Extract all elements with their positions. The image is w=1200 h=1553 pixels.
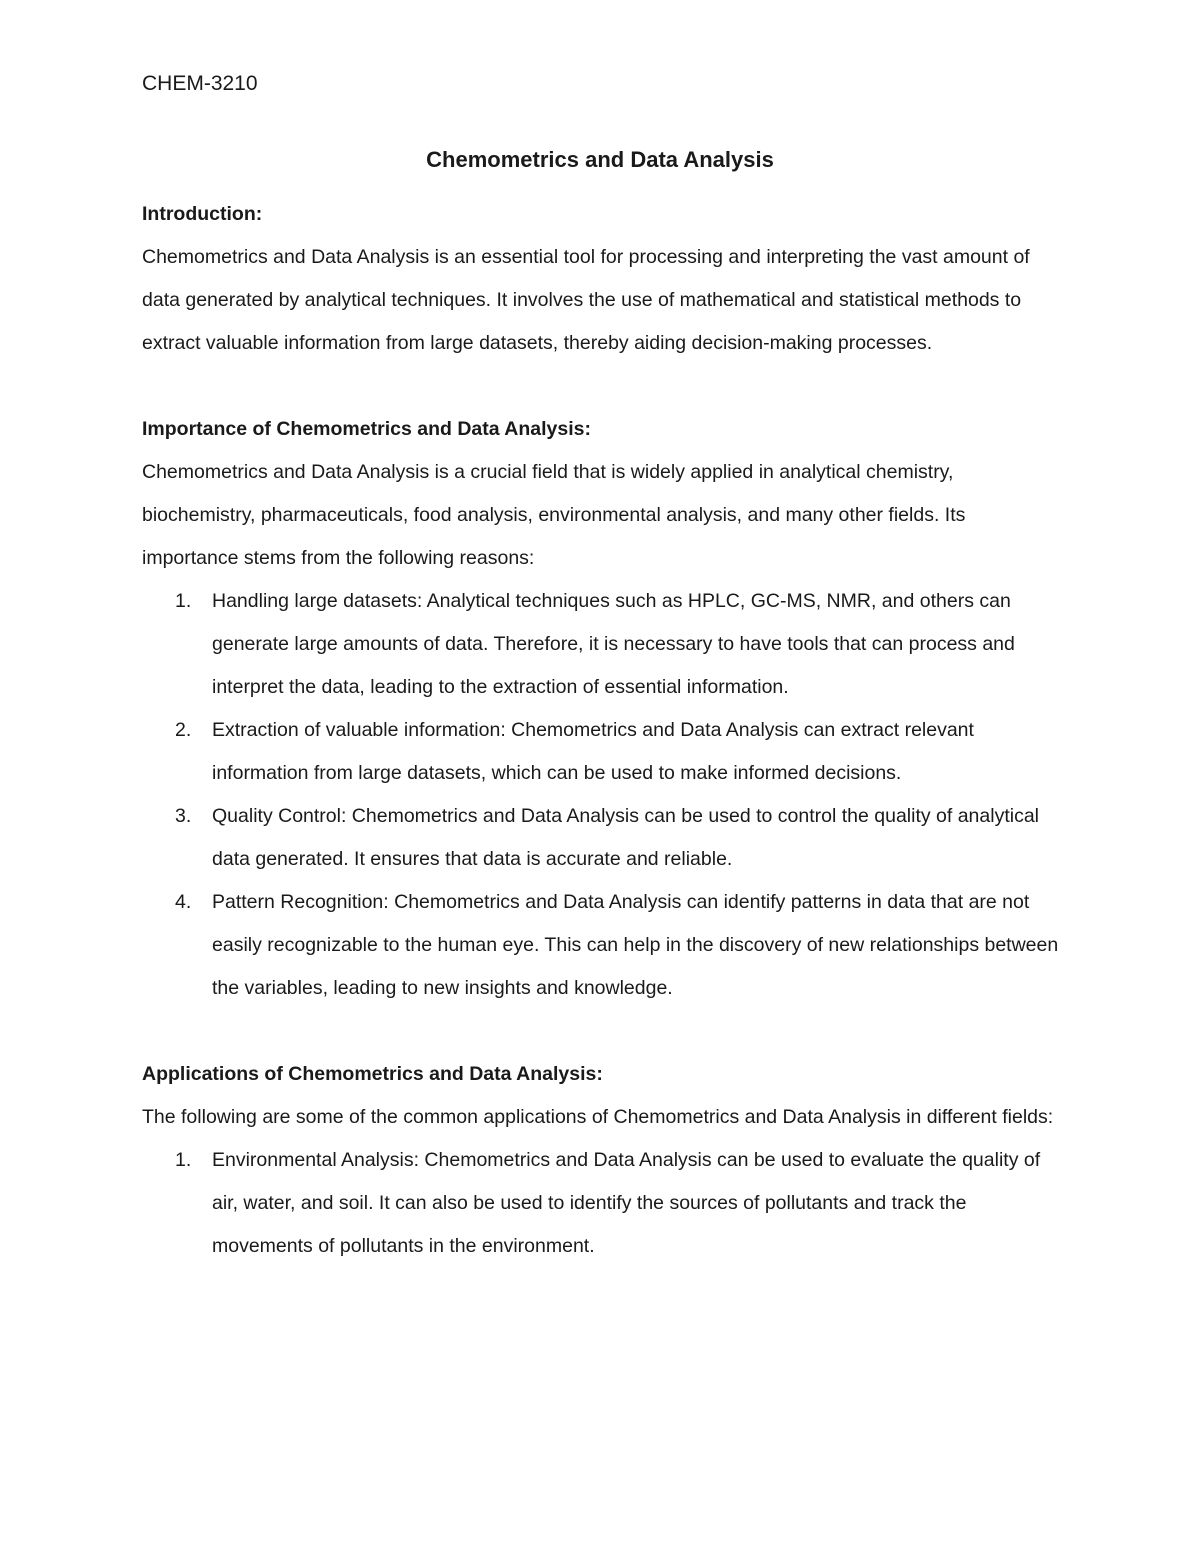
list-item-text: Extraction of valuable information: Chemometrics and Data Analysis can extract relevant information from large datasets, which can be used to make informed decisions. <box>212 719 974 784</box>
list-item-text: Environmental Analysis: Chemometrics and Data Analysis can be used to evaluate the quality of air, water, and soil. It can also be used to identify the sources of pollutants and track the movements of pollutants in the environment. <box>212 1149 1041 1257</box>
importance-heading: Importance of Chemometrics and Data Analysis: <box>142 418 591 440</box>
list-item <box>142 795 1062 881</box>
list-number: 4. <box>175 891 192 913</box>
importance-list <box>142 580 1062 1010</box>
document-title: Chemometrics and Data Analysis <box>426 147 774 172</box>
list-item <box>142 580 1062 709</box>
list-item <box>142 709 1062 795</box>
list-item <box>142 1139 1062 1268</box>
list-item <box>142 881 1062 1010</box>
applications-paragraph: The following are some of the common applications of Chemometrics and Data Analysis in different fields: <box>142 1106 1054 1128</box>
applications-list <box>142 1139 1062 1268</box>
course-code: CHEM-3210 <box>142 72 258 95</box>
list-number: 2. <box>175 719 192 741</box>
importance-paragraph: Chemometrics and Data Analysis is a crucial field that is widely applied in analytical chemistry, biochemistry, pharmaceuticals, food analysis, environmental analysis, and many other fields. Its importance stems from the following reasons: <box>142 461 966 569</box>
list-number: 3. <box>175 805 192 827</box>
list-number: 1. <box>175 590 192 612</box>
introduction-paragraph: Chemometrics and Data Analysis is an essential tool for processing and interpreting the vast amount of data generated by analytical techniques. It involves the use of mathematical and statistical methods to extract valuable information from large datasets, thereby aiding decision-making processes. <box>142 246 1030 354</box>
list-item-text: Pattern Recognition: Chemometrics and Data Analysis can identify patterns in data that are not easily recognizable to the human eye. This can help in the discovery of new relationships between the variables, leading to new insights and knowledge. <box>212 891 1059 999</box>
section-spacer <box>142 365 1062 408</box>
introduction-heading: Introduction: <box>142 203 263 225</box>
section-spacer <box>142 1010 1062 1053</box>
applications-heading: Applications of Chemometrics and Data Analysis: <box>142 1063 603 1085</box>
list-item-text: Quality Control: Chemometrics and Data Analysis can be used to control the quality of analytical data generated. It ensures that data is accurate and reliable. <box>212 805 1040 870</box>
list-number: 1. <box>175 1149 192 1171</box>
list-item-text: Handling large datasets: Analytical techniques such as HPLC, GC-MS, NMR, and others can generate large amounts of data. Therefore, it is necessary to have tools that can process and interpret the data, leading to the extraction of essential information. <box>212 590 1015 698</box>
document-body <box>142 193 1062 1268</box>
